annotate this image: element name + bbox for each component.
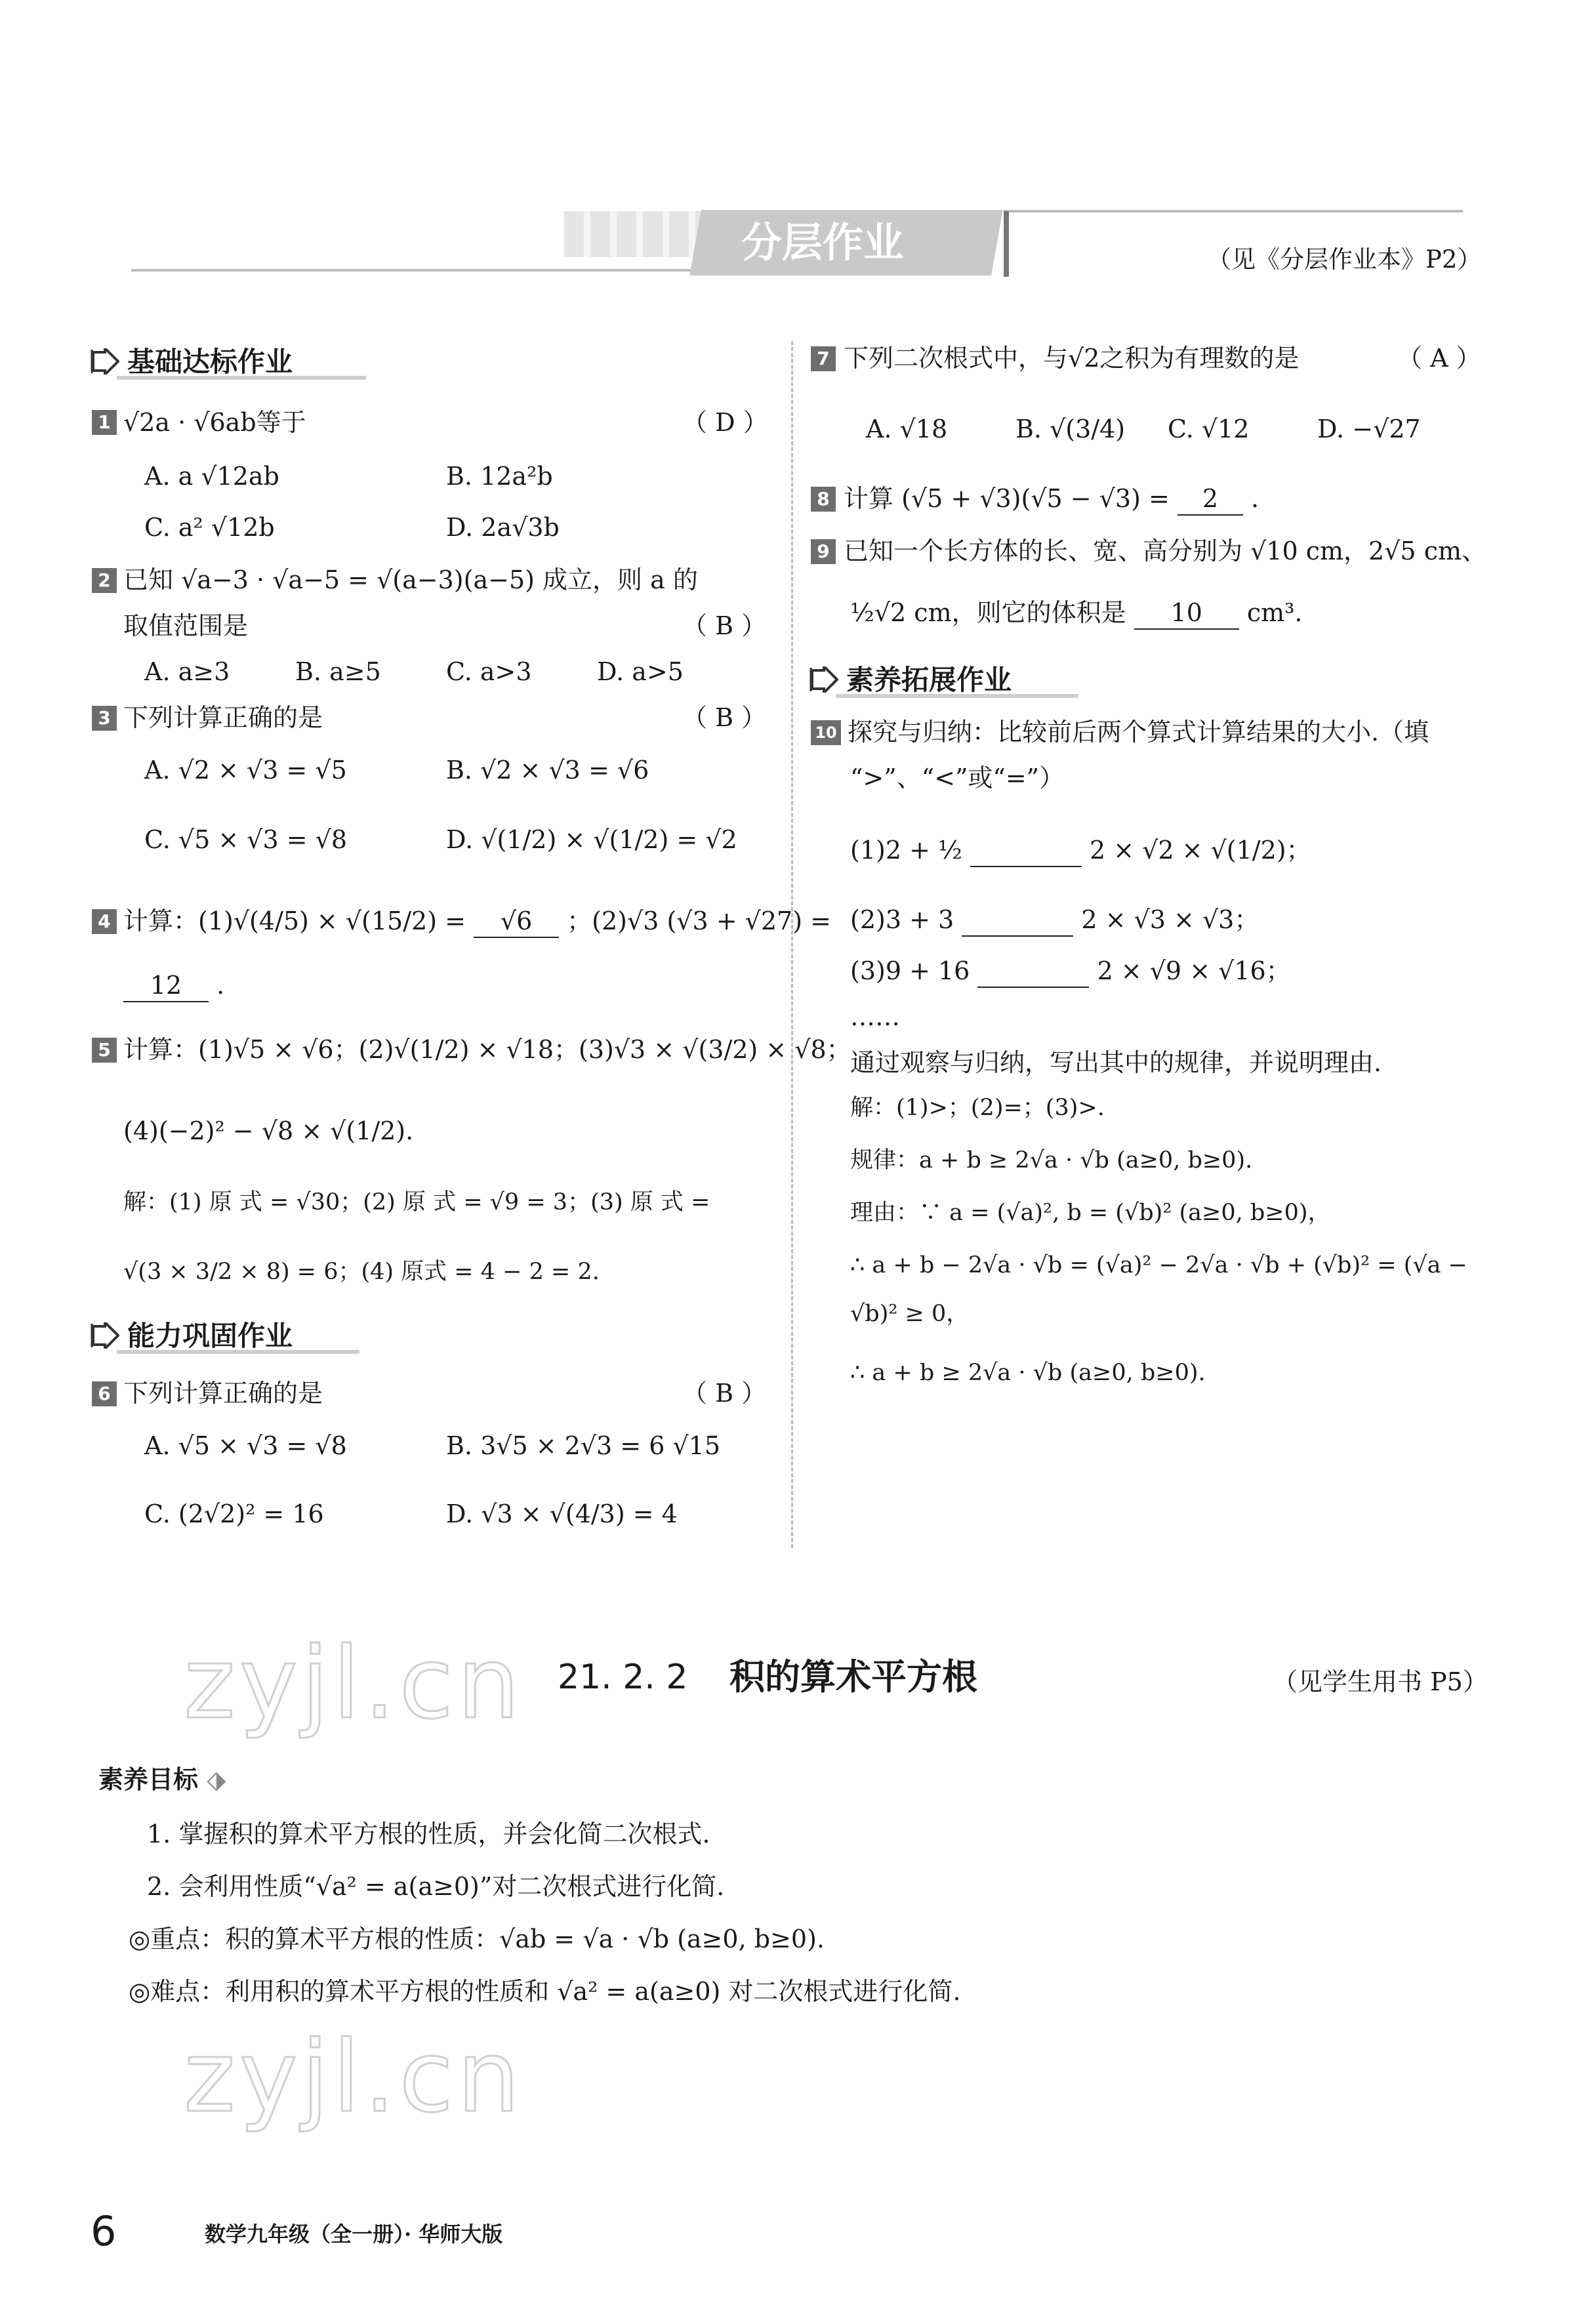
question-number: 9	[811, 539, 836, 564]
question-stem: √2a · √6ab等于	[123, 408, 306, 437]
compare-left: (2)3 + 3	[850, 905, 954, 934]
solution-line-1: 解：(1) 原 式 = √30；(2) 原 式 = √9 = 3；(3) 原 式 =	[123, 1189, 710, 1215]
q4-line	[123, 905, 831, 938]
goals-heading	[98, 1763, 226, 1796]
compare-row-2	[850, 904, 1259, 937]
section-title: 素养拓展作业	[846, 664, 1012, 696]
section-extend	[809, 663, 1078, 698]
question-stem: 下列计算正确的是	[123, 703, 323, 732]
question-number: 10	[811, 720, 841, 745]
compare-blank	[977, 955, 1089, 988]
compare-right: 2 × √9 × √16；	[1097, 956, 1291, 985]
option-d: D. √3 × √(4/3) = 4	[446, 1499, 678, 1528]
question-stem: 下列二次根式中，与√2之积为有理数的是	[844, 344, 1300, 373]
question-number: 4	[92, 909, 117, 934]
compare-right: 2 × √3 × √3；	[1081, 905, 1260, 934]
option-a: A. a √12ab	[144, 462, 279, 491]
difficult-point: ◎难点：利用积的算术平方根的性质和 √a² = a(a≥0) 对二次根式进行化简.	[129, 1977, 961, 2006]
compare-left: (3)9 + 16	[850, 956, 970, 985]
solution-line-4: ∴ a + b − 2√a · √b = (√a)² − 2√a · √b + (√b)² = (√a −	[850, 1252, 1468, 1278]
option-c: C. a² √12b	[144, 513, 275, 542]
option-b: B. √(3/4)	[1015, 415, 1126, 443]
compare-left: (1)2 + ½	[850, 836, 962, 865]
answer-bracket: （ B ）	[682, 611, 767, 640]
option-d: D. √(1/2) × √(1/2) = √2	[446, 825, 737, 854]
q9-line2	[850, 597, 1302, 630]
key-point: ◎重点：积的算术平方根的性质：√ab = √a · √b (a≥0, b≥0).	[129, 1925, 825, 1953]
compare-row-3	[850, 955, 1291, 988]
answer-bracket: （ D ）	[682, 408, 768, 437]
question-stem-cont: 取值范围是	[123, 611, 249, 640]
question-end: .	[216, 971, 225, 1000]
question-stem: 下列计算正确的是	[123, 1379, 323, 1408]
option-d: D. 2a√3b	[446, 513, 560, 542]
question-number: 1	[92, 410, 117, 435]
banner-bar	[1004, 211, 1009, 277]
watermark: zyjl.cn	[184, 1627, 524, 1741]
question-stem-cont: (4)(−2)² − √8 × √(1/2).	[123, 1116, 414, 1145]
q4-line2	[123, 969, 224, 1002]
question-end: .	[1251, 484, 1260, 513]
answer-bracket: （ B ）	[682, 703, 767, 732]
lesson-number: 21. 2. 2	[558, 1658, 688, 1697]
question-number: 6	[92, 1381, 117, 1406]
arrow-pointer-icon	[91, 1322, 119, 1349]
column-divider	[791, 341, 793, 1548]
header-ref: （见《分层作业本》P2）	[1207, 245, 1482, 274]
solution-line-2: 规律：a + b ≥ 2√a · √b (a≥0, b≥0).	[850, 1147, 1253, 1173]
banner-dotted-line	[131, 269, 722, 272]
question-stem: 已知一个长方体的长、宽、高分别为 √10 cm，2√5 cm、	[844, 537, 1487, 565]
question-number: 8	[811, 487, 836, 512]
option-b: B. a≥5	[295, 657, 381, 686]
section-title: 基础达标作业	[127, 346, 293, 378]
question-number: 7	[811, 346, 836, 371]
answer-bracket: （ A ）	[1397, 344, 1481, 373]
question-number: 3	[92, 706, 117, 731]
section-title: 能力巩固作业	[127, 1320, 293, 1352]
option-c: C. √5 × √3 = √8	[144, 825, 348, 854]
solution-line-2: √(3 × 3/2 × 8) = 6；(4) 原式 = 4 − 2 = 2.	[123, 1259, 600, 1285]
option-a: A. √2 × √3 = √5	[144, 756, 347, 785]
option-b: B. √2 × √3 = √6	[446, 756, 649, 785]
banner-label: 分层作业	[741, 218, 905, 266]
option-a: A. √18	[866, 415, 948, 443]
arrow-pointer-icon	[809, 666, 838, 693]
task-text: 通过观察与归纳，写出其中的规律，并说明理由.	[850, 1048, 1382, 1077]
question-stem: 计算：(1)√5 × √6；(2)√(1/2) × √18；(3)√3 × √(3/2) × √8；	[123, 1035, 851, 1064]
question-stem-cont: “>”、“<”或“=”）	[850, 764, 1065, 792]
option-c: C. √12	[1168, 415, 1250, 443]
question-stem: 计算：(1)√(4/5) × √(15/2) =	[123, 907, 466, 935]
option-c: C. a>3	[446, 657, 532, 686]
section-basic	[91, 344, 366, 380]
question-stem: 已知 √a−3 · √a−5 = √(a−3)(a−5) 成立，则 a 的	[123, 565, 698, 594]
question-stem: 计算 (√5 + √3)(√5 − √3) =	[844, 484, 1170, 513]
option-d: D. −√27	[1317, 415, 1421, 443]
answer-unit: cm³.	[1246, 598, 1303, 627]
option-b: B. 3√5 × 2√3 = 6 √15	[446, 1431, 721, 1460]
answer-blank-2: 12	[123, 969, 209, 1002]
page-number: 6	[91, 2207, 117, 2255]
goal-1: 1. 掌握积的算术平方根的性质，并会化简二次根式.	[147, 1820, 710, 1848]
compare-blank	[970, 834, 1082, 867]
lesson-title: 积的算术平方根	[729, 1656, 977, 1698]
question-stem-cont: ½√2 cm，则它的体积是	[850, 598, 1126, 627]
lesson-ref: （见学生用书 P5）	[1273, 1667, 1488, 1696]
solution-line-5: √b)² ≥ 0，	[850, 1301, 970, 1327]
q8-line	[844, 483, 1259, 516]
answer-blank: 10	[1134, 597, 1239, 630]
question-stem-mid: ；(2)√3 (√3 + √27) =	[567, 907, 831, 935]
goal-2: 2. 会利用性质“√a² = a(a≥0)”对二次根式进行化简.	[147, 1872, 725, 1901]
solution-line-6: ∴ a + b ≥ 2√a · √b (a≥0, b≥0).	[850, 1360, 1206, 1386]
banner-dotted-line-right	[1004, 210, 1463, 213]
question-stem: 探究与归纳：比较前后两个算式计算结果的大小.（填	[848, 718, 1429, 746]
answer-bracket: （ B ）	[682, 1379, 767, 1408]
option-d: D. a>5	[597, 657, 684, 686]
goals-heading-text: 素养目标	[98, 1765, 199, 1794]
arrow-pointer-icon	[91, 348, 119, 375]
compare-right: 2 × √2 × √(1/2)；	[1090, 836, 1311, 865]
solution-line-3: 理由：∵ a = (√a)², b = (√b)² (a≥0, b≥0)，	[850, 1200, 1331, 1226]
solution-line-1: 解：(1)>；(2)=；(3)>.	[850, 1095, 1105, 1121]
answer-blank: 2	[1178, 483, 1243, 516]
question-number: 5	[92, 1038, 117, 1063]
question-number: 2	[92, 568, 117, 593]
diamond-arrow-icon: ⬗	[207, 1765, 226, 1794]
compare-blank	[962, 904, 1073, 937]
ellipsis: ……	[850, 1002, 900, 1031]
compare-row-1	[850, 834, 1311, 867]
option-b: B. 12a²b	[446, 462, 553, 491]
answer-blank-1: √6	[474, 905, 559, 938]
book-title: 数学九年级（全一册）· 华师大版	[205, 2222, 503, 2247]
option-c: C. (2√2)² = 16	[144, 1499, 324, 1528]
option-a: A. a≥3	[144, 657, 230, 686]
option-a: A. √5 × √3 = √8	[144, 1431, 347, 1460]
section-ability	[91, 1318, 359, 1354]
watermark: zyjl.cn	[184, 2020, 524, 2134]
